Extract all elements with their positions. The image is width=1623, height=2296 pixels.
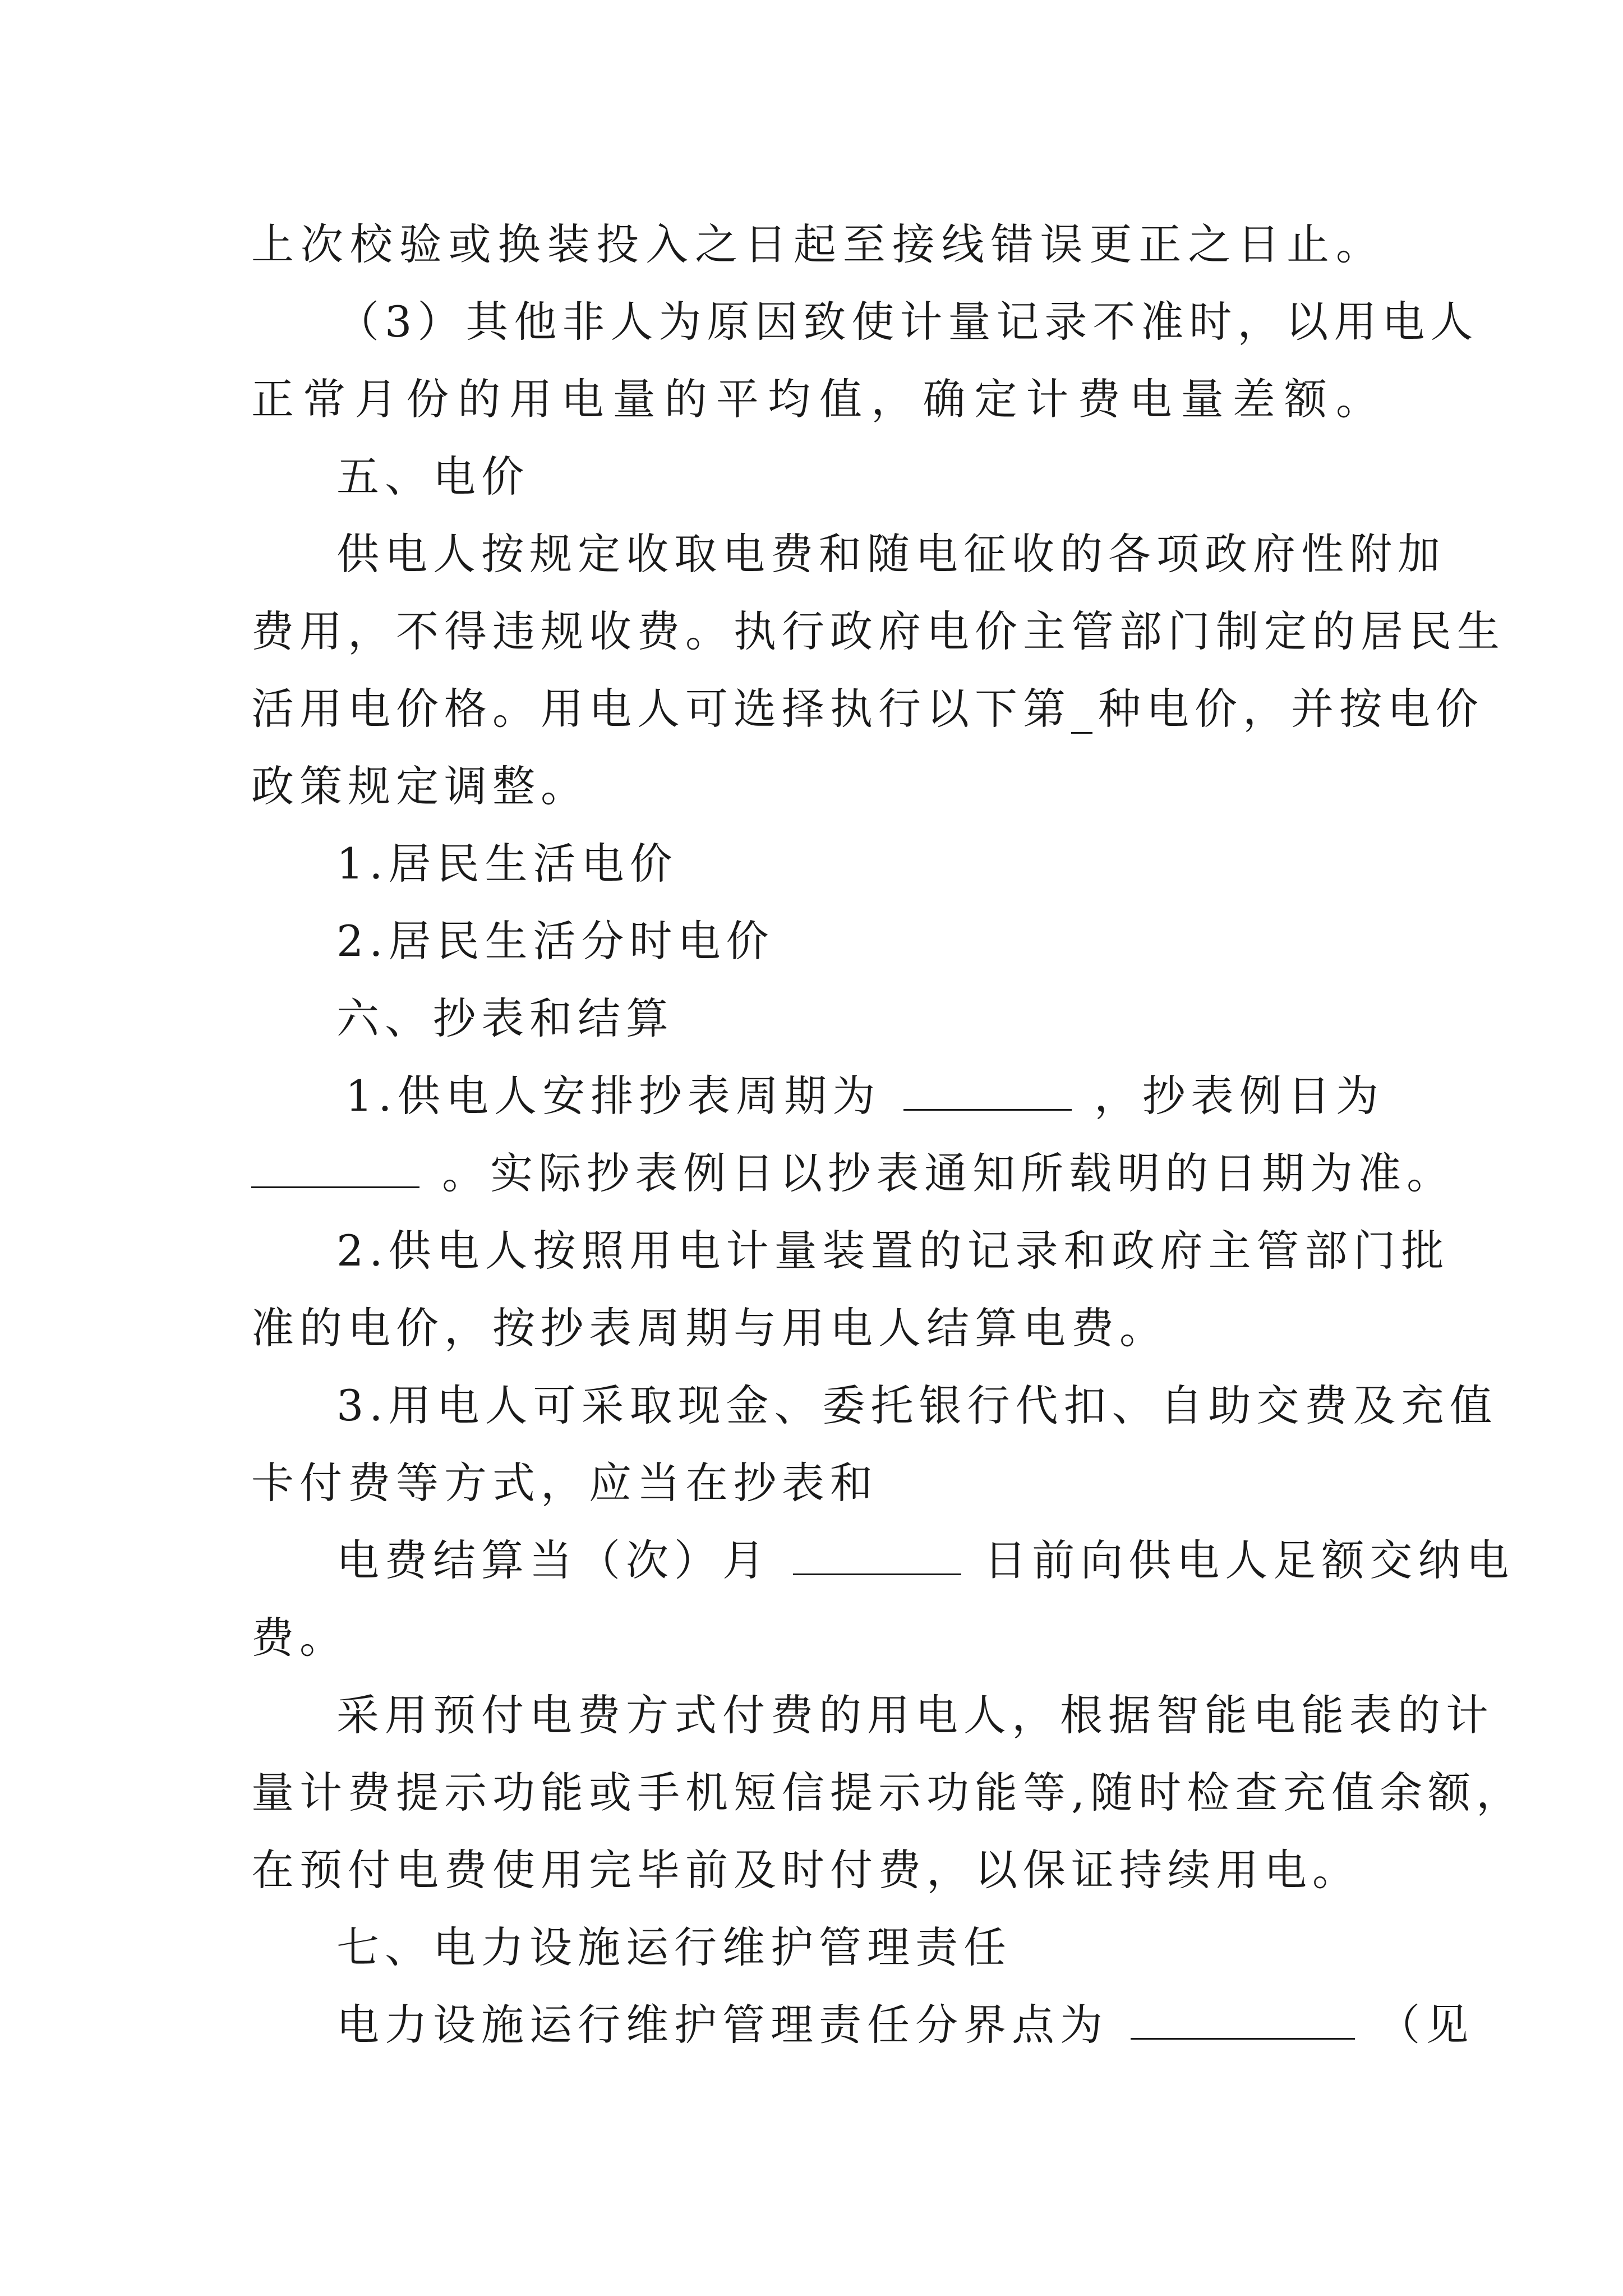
list-item-text: 1.居民生活电价: [336, 839, 678, 889]
text-line: [336, 1533, 1515, 1589]
text-segment: 2.供电人按照用电计量装置的记录和政府主管部门批: [336, 1226, 1450, 1276]
text-line: [251, 1455, 1384, 1511]
text-segment: 上次校验或换装投入之日起至接线错误更正之日止。: [251, 219, 1384, 269]
text-line: [336, 1223, 1450, 1279]
text-segment: 费。: [251, 1613, 348, 1663]
text-segment: ，抄表例日为: [1094, 1071, 1384, 1121]
text-segment: 政策规定调整。: [251, 761, 589, 811]
section-heading: [336, 1920, 1384, 1976]
text-line: [336, 526, 1446, 582]
section-heading-text: 六、抄表和结算: [336, 993, 674, 1043]
text-line: [336, 294, 1479, 350]
text-line: [251, 681, 1484, 737]
section-heading: [336, 449, 1384, 505]
fill-blank[interactable]: [793, 1539, 961, 1575]
text-line: [336, 1378, 1498, 1434]
text-line: [251, 758, 1384, 815]
text-segment: 活用电价格。用电人可选择执行以下第_种电价，并按电价: [251, 684, 1484, 734]
fill-blank[interactable]: [1131, 2003, 1355, 2040]
text-segment: 采用预付电费方式付费的用电人，根据智能电能表的计: [336, 1690, 1494, 1740]
text-segment: 电力设施运行维护管理责任分界点为: [336, 2000, 1108, 2050]
text-segment: （3）其他非人为原因致使计量记录不准时，以用电人: [336, 297, 1479, 347]
list-item: [336, 913, 1384, 969]
text-segment: （见: [1377, 2000, 1474, 2050]
text-line: [251, 217, 1384, 273]
text-segment: 。实际抄表例日以抄表通知所载明的日期为准。: [442, 1148, 1455, 1198]
fill-blank[interactable]: [903, 1074, 1072, 1111]
list-item: [336, 836, 1384, 892]
text-line: [336, 1687, 1494, 1743]
text-line: [251, 1145, 1455, 1202]
fill-blank[interactable]: [251, 1152, 419, 1188]
text-segment: 1.供电人安排抄表周期为: [345, 1071, 881, 1121]
list-item-text: 2.居民生活分时电价: [336, 916, 774, 966]
text-segment: 日前向供电人足额交纳电: [984, 1535, 1515, 1585]
section-heading-text: 七、电力设施运行维护管理责任: [336, 1922, 1012, 1972]
text-segment: 费用，不得违规收费。执行政府电价主管部门制定的居民生: [251, 606, 1505, 656]
text-segment: 供电人按规定收取电费和随电征收的各项政府性附加: [336, 529, 1446, 579]
text-line: [251, 1842, 1384, 1898]
text-line: [251, 1300, 1384, 1356]
text-line: [251, 371, 1384, 427]
text-line: [251, 1765, 1525, 1821]
section-heading-text: 五、电价: [336, 452, 529, 501]
text-segment: 3.用电人可采取现金、委托银行代扣、自助交费及充值: [336, 1381, 1498, 1430]
text-segment: 电费结算当（次）月: [336, 1535, 771, 1585]
text-line: [336, 1997, 1474, 2053]
text-segment: 量计费提示功能或手机短信提示功能等,随时检查充值余额，: [251, 1768, 1525, 1818]
text-line: [251, 1610, 1384, 1666]
text-line: [345, 1068, 1384, 1124]
text-segment: 准的电价，按抄表周期与用电人结算电费。: [251, 1303, 1168, 1353]
text-segment: 在预付电费使用完毕前及时付费，以保证持续用电。: [251, 1845, 1361, 1895]
text-line: [251, 604, 1505, 660]
section-heading: [336, 991, 1384, 1047]
text-segment: 卡付费等方式，应当在抄表和: [251, 1458, 878, 1508]
text-segment: 正常月份的用电量的平均值，确定计费电量差额。: [251, 374, 1384, 424]
